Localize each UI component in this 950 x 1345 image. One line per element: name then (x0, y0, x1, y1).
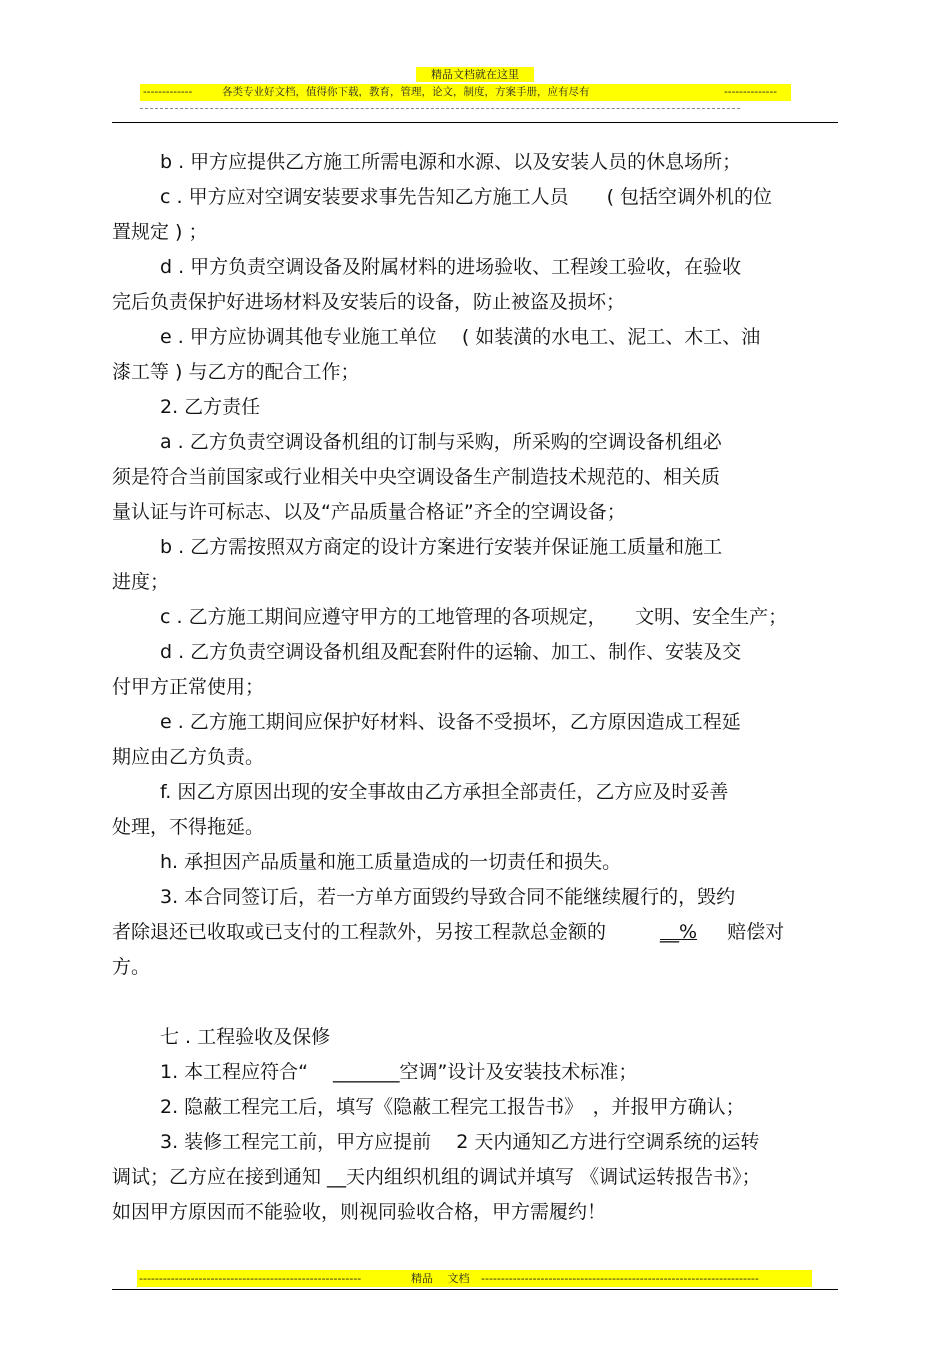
header-banner-text: 各类专业好文档，值得你下载，教育，管理，论文，制度，方案手册，应有尽有 (222, 86, 590, 98)
paragraph-line: 漆工等 ) 与乙方的配合工作； (112, 361, 360, 383)
header-banner (140, 84, 791, 101)
section-heading: 2. 乙方责任 (160, 396, 261, 418)
header-title: 精品文档就在这里 (416, 67, 534, 82)
percent-blank: __% (660, 921, 698, 943)
footer-dashes-right: ---------------------------------------------------------------------- (481, 1272, 759, 1285)
header-dashes-right: -------------- (724, 86, 778, 98)
paragraph-line: b . 甲方应提供乙方施工所需电源和水源、以及安装人员的休息场所； (160, 151, 742, 173)
paragraph-line: 方。 (112, 956, 151, 978)
header-dashes-left: ------------- (143, 86, 193, 98)
footer-banner (137, 1270, 812, 1287)
paragraph-line: a . 乙方负责空调设备机组的订制与采购，所采购的空调设备机组必 (160, 431, 722, 453)
paragraph-line: 付甲方正常使用； (112, 676, 265, 698)
paragraph-line: 处理，不得拖延。 (112, 816, 265, 838)
paragraph-line: c . 乙方施工期间应遵守甲方的工地管理的各项规定， 文明、安全生产； (160, 606, 788, 628)
document-body (112, 145, 838, 1230)
paragraph-line: 如因甲方原因而不能验收，则视同验收合格，甲方需履约！ (112, 1201, 607, 1223)
paragraph-line: 3. 装修工程完工前，甲方应提前 2 天内通知乙方进行空调系统的运转 (160, 1131, 760, 1153)
paragraph-line: 量认证与许可标志、以及“产品质量合格证”齐全的空调设备； (112, 501, 626, 523)
paragraph-line: 期应由乙方负责。 (112, 746, 265, 768)
paragraph-line: 完后负责保护好进场材料及安装后的设备，防止被盗及损坏； (112, 291, 626, 313)
paragraph-text: 赔偿对 (727, 921, 785, 943)
paragraph-line: 置规定 ) ； (112, 221, 208, 243)
footer-rule (112, 1289, 838, 1290)
paragraph-line: 进度； (112, 571, 170, 593)
header-dashed-line (140, 108, 740, 119)
paragraph-line: b . 乙方需按照双方商定的设计方案进行安装并保证施工质量和施工 (160, 536, 723, 558)
paragraph-line: e . 乙方施工期间应保护好材料、设备不受损坏，乙方原因造成工程延 (160, 711, 741, 733)
paragraph-line: d . 乙方负责空调设备机组及配套附件的运输、加工、制作、安装及交 (160, 641, 742, 663)
paragraph-line (112, 915, 838, 950)
paragraph-line: 1. 本工程应符合“ _______空调”设计及安装技术标准； (160, 1061, 638, 1083)
paragraph-line: c . 甲方应对空调安装要求事先告知乙方施工人员 ( 包括空调外机的位 (160, 186, 773, 208)
paragraph-line: 3. 本合同签订后，若一方单方面毁约导致合同不能继续履行的，毁约 (160, 886, 736, 908)
paragraph-line: h. 承担因产品质量和施工质量造成的一切责任和损失。 (160, 851, 622, 873)
paragraph-line: 2. 隐蔽工程完工后，填写《隐蔽工程完工报告书》 ，并报甲方确认； (160, 1096, 745, 1118)
paragraph-text: 者除退还已收取或已支付的工程款外，另按工程款总金额的 (112, 921, 607, 943)
paragraph-line: f. 因乙方原因出现的安全事故由乙方承担全部责任，乙方应及时妥善 (160, 781, 729, 803)
header-rule (112, 122, 838, 123)
section-heading: 七 . 工程验收及保修 (160, 1026, 331, 1048)
paragraph-line: 须是符合当前国家或行业相关中央空调设备生产制造技术规范的、相关质 (112, 466, 721, 488)
paragraph-line: d . 甲方负责空调设备及附属材料的进场验收、工程竣工验收，在验收 (160, 256, 742, 278)
footer-text: 精品 文档 (411, 1272, 470, 1285)
footer-dashes-left: -------------------------------------------------------- (139, 1272, 362, 1285)
paragraph-line: 调试；乙方应在接到通知 __天内组织机组的调试并填写 《调试运转报告书》； (112, 1166, 761, 1188)
paragraph-line: e . 甲方应协调其他专业施工单位 ( 如装潢的水电工、泥工、木工、油 (160, 326, 761, 348)
